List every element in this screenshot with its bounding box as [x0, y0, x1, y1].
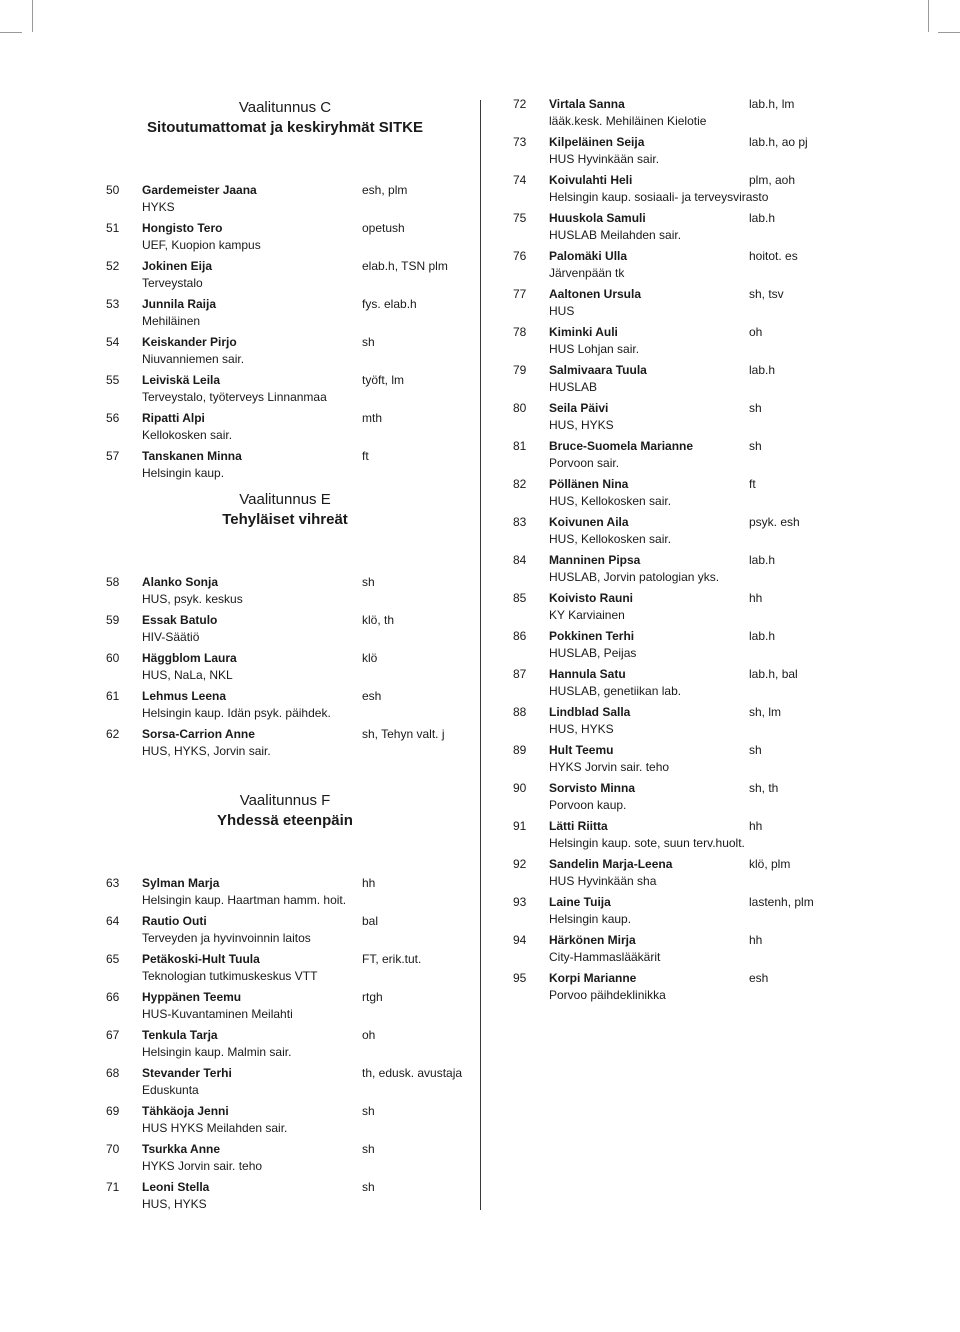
candidate-number: 95 — [513, 971, 527, 985]
candidate-number: 87 — [513, 667, 527, 681]
candidate-number: 66 — [106, 990, 120, 1004]
candidate-affiliation: HUS-Kuvantaminen Meilahti — [142, 1007, 293, 1021]
candidate-affiliation: HUS Lohjan sair. — [549, 342, 640, 356]
candidate-title: klö, plm — [749, 857, 791, 871]
candidate-entry — [100, 574, 470, 612]
crop-mark-top-right — [928, 0, 929, 32]
candidate-affiliation: HUS Hyvinkään sha — [549, 874, 657, 888]
candidate-affiliation: Porvoon kaup. — [549, 798, 627, 812]
candidate-number: 74 — [513, 173, 527, 187]
candidate-entry — [507, 970, 877, 1008]
column-divider — [480, 100, 481, 1210]
candidate-title: oh — [749, 325, 763, 339]
candidate-entry — [507, 742, 877, 780]
candidate-affiliation: KY Karviainen — [549, 608, 625, 622]
candidate-list — [100, 875, 470, 1217]
candidate-name: Tsurkka Anne — [142, 1142, 221, 1156]
candidate-name: Alanko Sonja — [142, 575, 219, 589]
candidate-name: Hongisto Tero — [142, 221, 223, 235]
candidate-title: hh — [749, 819, 763, 833]
candidate-entry — [507, 400, 877, 438]
candidate-affiliation: Helsingin kaup. — [142, 466, 225, 480]
section-header — [100, 791, 470, 831]
crop-mark-top-right-h — [938, 32, 960, 33]
candidate-title: hh — [749, 591, 763, 605]
candidate-entry — [507, 438, 877, 476]
candidate-title: th, edusk. avustaja — [362, 1066, 463, 1080]
candidate-entry — [100, 258, 470, 296]
candidate-title: sh — [749, 401, 762, 415]
candidate-number: 58 — [106, 575, 120, 589]
candidate-name: Lindblad Salla — [549, 705, 631, 719]
candidate-name: Keiskander Pirjo — [142, 335, 237, 349]
candidate-number: 93 — [513, 895, 527, 909]
section-e — [100, 490, 470, 764]
candidate-affiliation: Terveyden ja hyvinvoinnin laitos — [142, 931, 311, 945]
section-c — [100, 98, 470, 486]
candidate-affiliation: HYKS — [142, 200, 175, 214]
candidate-title: lab.h — [749, 553, 776, 567]
candidate-number: 67 — [106, 1028, 120, 1042]
candidate-list — [507, 96, 877, 1008]
candidate-affiliation: UEF, Kuopion kampus — [142, 238, 261, 252]
candidate-number: 83 — [513, 515, 527, 529]
section-title: Sitoutumattomat ja keskiryhmät SITKE — [147, 119, 423, 136]
candidate-entry — [100, 989, 470, 1027]
candidate-entry — [100, 913, 470, 951]
candidate-entry — [507, 932, 877, 970]
candidate-number: 64 — [106, 914, 120, 928]
candidate-name: Lehmus Leena — [142, 689, 227, 703]
candidate-number: 70 — [106, 1142, 120, 1156]
candidate-affiliation: Mehiläinen — [142, 314, 201, 328]
candidate-title: lastenh, plm — [749, 895, 814, 909]
candidate-title: sh — [362, 335, 375, 349]
candidate-entry — [507, 134, 877, 172]
candidate-entry — [507, 210, 877, 248]
candidate-title: sh, Tehyn valt. j — [362, 727, 445, 741]
candidate-title: klö — [362, 651, 378, 665]
candidate-entry — [507, 856, 877, 894]
candidate-name: Laine Tuija — [549, 895, 611, 909]
candidate-affiliation: Terveystalo, työterveys Linnanmaa — [142, 390, 327, 404]
candidate-affiliation: HUSLAB Meilahden sair. — [549, 228, 682, 242]
candidate-affiliation: lääk.kesk. Mehiläinen Kielotie — [549, 114, 707, 128]
candidate-title: lab.h — [749, 211, 776, 225]
candidate-number: 84 — [513, 553, 527, 567]
candidate-entry — [100, 612, 470, 650]
candidate-title: lab.h — [749, 363, 776, 377]
candidate-title: sh, th — [749, 781, 779, 795]
candidate-affiliation: HUS, Kellokosken sair. — [549, 494, 672, 508]
candidate-title: esh — [749, 971, 769, 985]
candidate-entry — [100, 1179, 470, 1217]
candidate-title: fys. elab.h — [362, 297, 417, 311]
candidate-affiliation: Porvoon sair. — [549, 456, 620, 470]
candidate-entry — [507, 476, 877, 514]
candidate-number: 80 — [513, 401, 527, 415]
candidate-name: Ripatti Alpi — [142, 411, 205, 425]
candidate-entry — [100, 875, 470, 913]
candidate-affiliation: HUS, HYKS — [549, 418, 614, 432]
candidate-name: Petäkoski-Hult Tuula — [142, 952, 260, 966]
candidate-affiliation: Helsingin kaup. sote, suun terv.huolt. — [549, 836, 745, 850]
candidate-affiliation: HUS, HYKS — [142, 1197, 207, 1211]
candidate-entry — [100, 1027, 470, 1065]
candidate-name: Tähkäoja Jenni — [142, 1104, 229, 1118]
candidate-title: plm, aoh — [749, 173, 796, 187]
candidate-affiliation: HUS, HYKS — [549, 722, 614, 736]
section-code: Vaalitunnus C — [238, 99, 332, 116]
candidate-affiliation: Eduskunta — [142, 1083, 199, 1097]
candidate-entry — [100, 372, 470, 410]
candidate-entry — [100, 410, 470, 448]
candidate-title: työft, lm — [362, 373, 405, 387]
candidate-number: 89 — [513, 743, 527, 757]
candidate-name: Koivisto Rauni — [549, 591, 634, 605]
candidate-list — [100, 574, 470, 764]
candidate-title: oh — [362, 1028, 376, 1042]
candidate-affiliation: HUSLAB, Peijas — [549, 646, 637, 660]
section-header — [100, 98, 470, 138]
candidate-number: 90 — [513, 781, 527, 795]
candidate-entry — [100, 951, 470, 989]
candidate-number: 63 — [106, 876, 120, 890]
candidate-number: 61 — [106, 689, 120, 703]
candidate-number: 76 — [513, 249, 527, 263]
candidate-name: Korpi Marianne — [549, 971, 637, 985]
candidate-name: Salmivaara Tuula — [549, 363, 647, 377]
candidate-title: elab.h, TSN plm — [362, 259, 448, 273]
candidate-entry — [507, 818, 877, 856]
section-title: Tehyläiset vihreät — [222, 511, 348, 528]
candidate-title: hh — [749, 933, 763, 947]
candidate-title: psyk. esh — [749, 515, 800, 529]
candidate-title: mth — [362, 411, 383, 425]
candidate-title: opetush — [362, 221, 405, 235]
candidate-name: Kiminki Auli — [549, 325, 618, 339]
candidate-number: 94 — [513, 933, 527, 947]
candidate-title: hh — [362, 876, 376, 890]
candidate-title: sh — [362, 1180, 375, 1194]
candidate-entry — [100, 1103, 470, 1141]
candidate-name: Sorvisto Minna — [549, 781, 636, 795]
candidate-title: bal — [362, 914, 379, 928]
candidate-number: 85 — [513, 591, 527, 605]
candidate-number: 59 — [106, 613, 120, 627]
candidate-name: Lätti Riitta — [549, 819, 608, 833]
candidate-number: 88 — [513, 705, 527, 719]
candidate-number: 75 — [513, 211, 527, 225]
candidate-name: Palomäki Ulla — [549, 249, 628, 263]
candidate-number: 68 — [106, 1066, 120, 1080]
candidate-number: 56 — [106, 411, 120, 425]
candidate-affiliation: HUSLAB — [549, 380, 598, 394]
candidate-name: Bruce-Suomela Marianne — [549, 439, 694, 453]
candidate-number: 50 — [106, 183, 120, 197]
candidate-title: sh — [362, 575, 375, 589]
candidate-affiliation: HUS Hyvinkään sair. — [549, 152, 660, 166]
candidate-affiliation: HIV-Säätiö — [142, 630, 200, 644]
candidate-title: lab.h, lm — [749, 97, 795, 111]
candidate-name: Hannula Satu — [549, 667, 626, 681]
candidate-name: Tanskanen Minna — [142, 449, 242, 463]
candidate-number: 54 — [106, 335, 120, 349]
candidate-title: lab.h, ao pj — [749, 135, 808, 149]
candidate-name: Koivunen Aila — [549, 515, 629, 529]
candidate-affiliation: HUS, Kellokosken sair. — [549, 532, 672, 546]
candidate-affiliation: Porvoo päihdeklinikka — [549, 988, 666, 1002]
candidate-number: 78 — [513, 325, 527, 339]
candidate-number: 57 — [106, 449, 120, 463]
candidate-title: sh, tsv — [749, 287, 784, 301]
candidate-title: sh — [362, 1104, 375, 1118]
candidate-name: Rautio Outi — [142, 914, 207, 928]
candidate-name: Virtala Sanna — [549, 97, 625, 111]
candidate-name: Koivulahti Heli — [549, 173, 633, 187]
candidate-name: Kilpeläinen Seija — [549, 135, 645, 149]
candidate-entry — [507, 362, 877, 400]
candidate-affiliation: Helsingin kaup. sosiaali- ja terveysvirasto — [549, 190, 769, 204]
candidate-number: 65 — [106, 952, 120, 966]
candidate-affiliation: HYKS Jorvin sair. teho — [142, 1159, 263, 1173]
candidate-number: 55 — [106, 373, 120, 387]
candidate-name: Tenkula Tarja — [142, 1028, 218, 1042]
candidate-entry — [100, 726, 470, 764]
candidate-title: ft — [749, 477, 756, 491]
candidate-affiliation: HUSLAB, Jorvin patologian yks. — [549, 570, 720, 584]
candidate-number: 92 — [513, 857, 527, 871]
candidate-number: 69 — [106, 1104, 120, 1118]
candidate-name: Härkönen Mirja — [549, 933, 636, 947]
candidate-name: Hult Teemu — [549, 743, 614, 757]
candidate-title: klö, th — [362, 613, 395, 627]
candidate-affiliation: Helsingin kaup. — [549, 912, 632, 926]
candidate-name: Hyppänen Teemu — [142, 990, 242, 1004]
candidate-entry — [507, 894, 877, 932]
candidate-title: sh — [749, 439, 762, 453]
section-code: Vaalitunnus E — [239, 491, 331, 508]
candidate-affiliation: Järvenpään tk — [549, 266, 625, 280]
candidate-entry — [100, 182, 470, 220]
candidate-entry — [100, 650, 470, 688]
candidate-entry — [507, 286, 877, 324]
candidate-title: lab.h — [749, 629, 776, 643]
candidate-name: Häggblom Laura — [142, 651, 237, 665]
candidate-affiliation: Helsingin kaup. Idän psyk. päihdek. — [142, 706, 331, 720]
candidate-entry — [100, 296, 470, 334]
section-header — [100, 490, 470, 530]
candidate-name: Junnila Raija — [142, 297, 217, 311]
crop-mark-top-left — [32, 0, 33, 32]
candidate-affiliation: Teknologian tutkimuskeskus VTT — [142, 969, 318, 983]
candidate-number: 82 — [513, 477, 527, 491]
candidate-name: Leiviskä Leila — [142, 373, 221, 387]
candidate-affiliation: Terveystalo — [142, 276, 203, 290]
candidate-list — [100, 182, 470, 486]
candidate-number: 73 — [513, 135, 527, 149]
section-code: Vaalitunnus F — [239, 792, 331, 809]
candidate-entry — [100, 1141, 470, 1179]
candidate-entry — [507, 514, 877, 552]
candidate-number: 77 — [513, 287, 527, 301]
crop-mark-top-left-h — [0, 32, 22, 33]
candidate-entry — [100, 688, 470, 726]
candidate-affiliation: HUS, NaLa, NKL — [142, 668, 233, 682]
candidate-number: 71 — [106, 1180, 120, 1194]
right-column — [507, 96, 877, 1008]
candidate-number: 60 — [106, 651, 120, 665]
candidate-affiliation: Kellokosken sair. — [142, 428, 233, 442]
section-title: Yhdessä eteenpäin — [217, 812, 353, 829]
candidate-name: Manninen Pipsa — [549, 553, 641, 567]
candidate-number: 62 — [106, 727, 120, 741]
candidate-affiliation: HYKS Jorvin sair. teho — [549, 760, 670, 774]
candidate-name: Leoni Stella — [142, 1180, 210, 1194]
candidate-affiliation: HUS HYKS Meilahden sair. — [142, 1121, 288, 1135]
candidate-entry — [100, 448, 470, 486]
candidate-affiliation: HUS, psyk. keskus — [142, 592, 243, 606]
candidate-name: Sylman Marja — [142, 876, 220, 890]
candidate-number: 91 — [513, 819, 527, 833]
candidate-name: Stevander Terhi — [142, 1066, 232, 1080]
candidate-number: 81 — [513, 439, 527, 453]
candidate-name: Pöllänen Nina — [549, 477, 629, 491]
candidate-name: Aaltonen Ursula — [549, 287, 642, 301]
candidate-name: Jokinen Eija — [142, 259, 213, 273]
candidate-name: Pokkinen Terhi — [549, 629, 635, 643]
candidate-number: 52 — [106, 259, 120, 273]
candidate-entry — [507, 324, 877, 362]
candidate-number: 72 — [513, 97, 527, 111]
candidate-number: 53 — [106, 297, 120, 311]
candidate-entry — [507, 172, 877, 210]
candidate-entry — [507, 666, 877, 704]
candidate-entry — [507, 704, 877, 742]
candidate-title: sh, lm — [749, 705, 782, 719]
candidate-name: Sandelin Marja-Leena — [549, 857, 673, 871]
candidate-entry — [507, 248, 877, 286]
candidate-affiliation: HUSLAB, genetiikan lab. — [549, 684, 682, 698]
candidate-affiliation: Helsingin kaup. Haartman hamm. hoit. — [142, 893, 347, 907]
candidate-title: hoitot. es — [749, 249, 798, 263]
candidate-number: 79 — [513, 363, 527, 377]
candidate-title: esh, plm — [362, 183, 408, 197]
candidate-entry — [100, 1065, 470, 1103]
candidate-name: Gardemeister Jaana — [142, 183, 257, 197]
candidate-title: ft — [362, 449, 369, 463]
candidate-title: FT, erik.tut. — [362, 952, 422, 966]
candidate-affiliation: Helsingin kaup. Malmin sair. — [142, 1045, 292, 1059]
candidate-affiliation: HUS, HYKS, Jorvin sair. — [142, 744, 271, 758]
candidate-entry — [507, 552, 877, 590]
candidate-title: rtgh — [362, 990, 383, 1004]
candidate-name: Seila Päivi — [549, 401, 609, 415]
candidate-entry — [507, 96, 877, 134]
candidate-number: 51 — [106, 221, 120, 235]
candidate-entry — [100, 220, 470, 258]
candidate-entry — [507, 590, 877, 628]
candidate-title: esh — [362, 689, 382, 703]
candidate-name: Essak Batulo — [142, 613, 218, 627]
candidate-name: Sorsa-Carrion Anne — [142, 727, 255, 741]
candidate-entry — [100, 334, 470, 372]
candidate-title: lab.h, bal — [749, 667, 798, 681]
section-f — [100, 791, 470, 1217]
candidate-affiliation: Niuvanniemen sair. — [142, 352, 245, 366]
candidate-entry — [507, 628, 877, 666]
candidate-name: Huuskola Samuli — [549, 211, 646, 225]
candidate-affiliation: HUS — [549, 304, 575, 318]
candidate-entry — [507, 780, 877, 818]
candidate-title: sh — [362, 1142, 375, 1156]
candidate-number: 86 — [513, 629, 527, 643]
candidate-affiliation: City-Hammaslääkärit — [549, 950, 661, 964]
candidate-title: sh — [749, 743, 762, 757]
